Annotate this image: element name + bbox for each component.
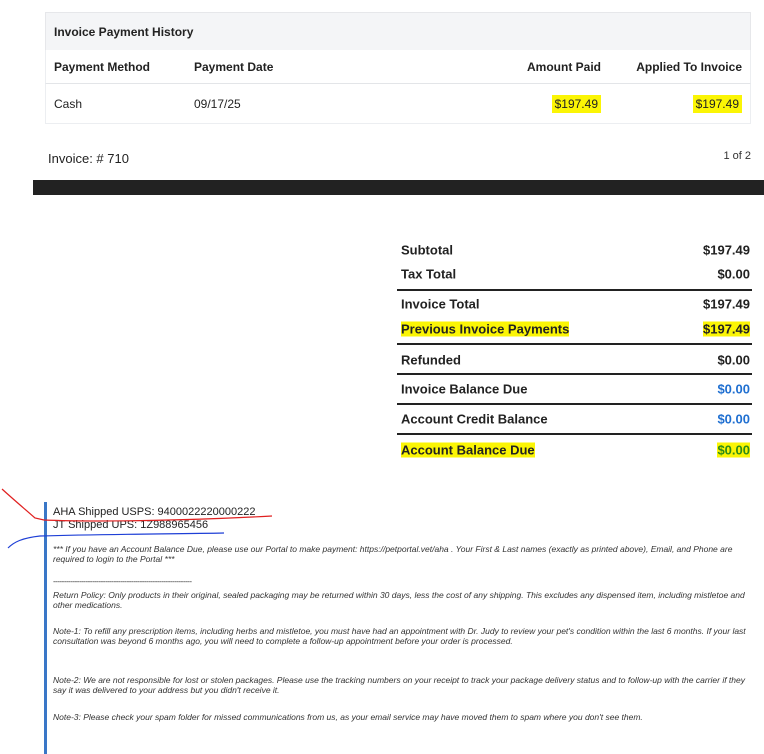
refunded-value: $0.00	[717, 352, 750, 368]
applied-to-invoice-cell: $197.49	[693, 95, 742, 113]
note-3: Note-3: Please check your spam folder for missed communications from us, as your email service may have moved them to spam where you don't see them.	[53, 712, 643, 722]
refunded-label: Refunded	[401, 352, 461, 368]
note-1: Note-1: To refill any prescription items, including herbs and mistletoe, you must have had an appointment with Dr. Judy to review your pet's condition within the last 6 months. If your last consultation was beyond 6 months ago, you will need to complete a follow-up appointment before your order is processed.	[53, 626, 746, 646]
subtotal-label: Subtotal	[401, 242, 453, 258]
invoice-balance-due-label: Invoice Balance Due	[401, 381, 528, 397]
notes-section	[44, 502, 754, 754]
table-row	[45, 84, 751, 124]
tax-total-row	[397, 262, 752, 286]
page-break-band	[33, 180, 764, 195]
previous-payments-row	[397, 317, 752, 341]
invoice-balance-due-row	[397, 377, 752, 401]
subtotal-row	[397, 238, 752, 262]
divider	[397, 403, 752, 405]
tax-total-value: $0.00	[717, 266, 750, 282]
notes-divider: ----------------------------------------------------------------	[53, 577, 192, 586]
invoice-balance-due-value: $0.00	[717, 381, 750, 397]
return-policy-note: Return Policy: Only products in their original, sealed packaging may be returned within 30 days, less the cost of any shipping. This excludes any dispensed item, including mistletoe and other medications.	[53, 590, 745, 610]
note-2: Note-2: We are not responsible for lost or stolen packages. Please use the tracking numbers on your receipt to track your package delivery status and to follow-up with the carrier if they say it was delivered to your address but you didn't receive it.	[53, 675, 745, 695]
column-header-payment-date: Payment Date	[194, 59, 274, 74]
previous-payments-label: Previous Invoice Payments	[401, 321, 570, 337]
payment-history-title: Invoice Payment History	[45, 12, 751, 50]
column-header-amount-paid: Amount Paid	[527, 59, 601, 74]
portal-note: *** If you have an Account Balance Due, please use our Portal to make payment: https://petportal.vet/aha . Your First & Last names (exactly as printed above), Email, and Phone are required to login to the Portal ***	[53, 544, 733, 564]
invoice-total-value: $197.49	[703, 296, 750, 312]
account-balance-due-value: $0.00	[717, 442, 750, 458]
column-header-applied-to-invoice: Applied To Invoice	[636, 59, 742, 74]
divider	[397, 433, 752, 435]
tax-total-label: Tax Total	[401, 266, 457, 282]
payment-history-table	[45, 12, 751, 125]
payment-date-cell: 09/17/25	[194, 96, 241, 111]
invoice-total-label: Invoice Total	[401, 296, 480, 312]
refunded-row	[397, 348, 752, 372]
amount-paid-cell: $197.49	[552, 95, 601, 113]
invoice-total-row	[397, 292, 752, 316]
account-balance-due-row	[397, 438, 752, 462]
column-header-payment-method: Payment Method	[54, 59, 151, 74]
previous-payments-value: $197.49	[703, 321, 750, 337]
jt-tracking: JT Shipped UPS: 1Z988965456	[53, 519, 209, 531]
divider	[397, 289, 752, 291]
divider	[397, 343, 752, 345]
account-credit-balance-value: $0.00	[717, 411, 750, 427]
account-credit-balance-label: Account Credit Balance	[401, 411, 548, 427]
aha-tracking: AHA Shipped USPS: 9400022220000222	[53, 506, 256, 518]
invoice-number: Invoice: # 710	[48, 151, 129, 166]
divider	[397, 373, 752, 375]
page-number: 1 of 2	[723, 150, 751, 162]
account-balance-due-label: Account Balance Due	[401, 442, 535, 458]
table-header-row	[45, 50, 751, 84]
subtotal-value: $197.49	[703, 242, 750, 258]
payment-method-cell: Cash	[54, 96, 83, 111]
account-credit-balance-row	[397, 407, 752, 431]
